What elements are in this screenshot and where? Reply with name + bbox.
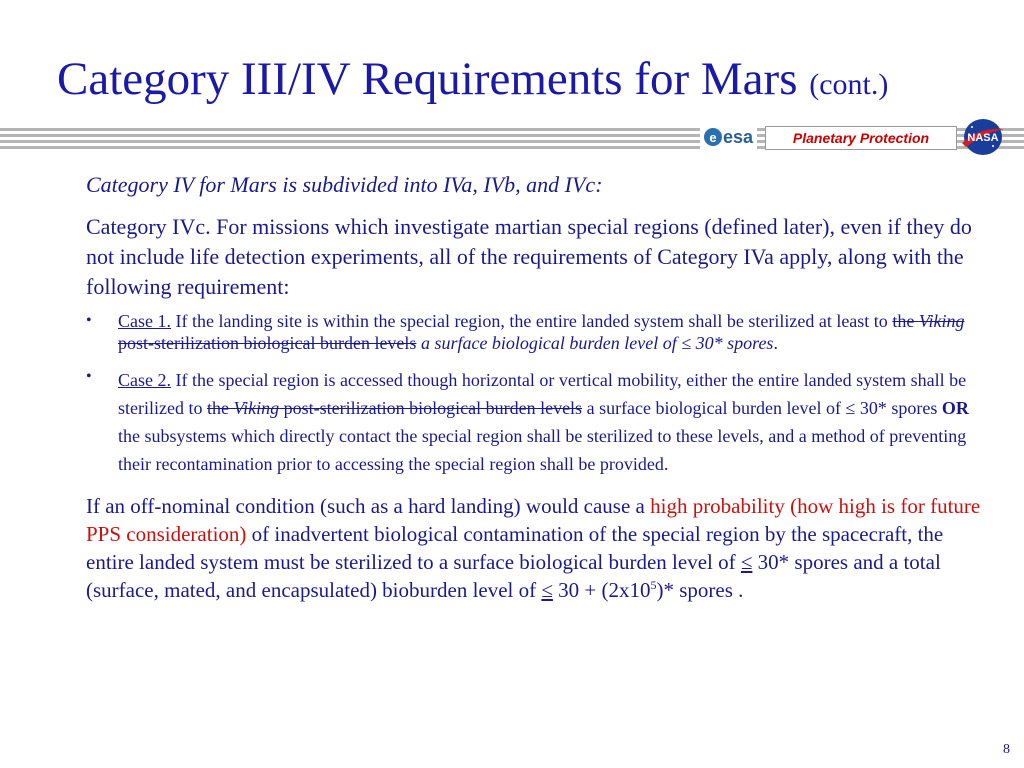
- case2-body: [118, 366, 986, 478]
- category-ivc-text: Category IVc. For missions which investigate martian special regions (defined later), even if they do not include life detection experiments, all of the requirements of Category IVa apply, along with the following requirement:: [86, 214, 972, 299]
- bullet-icon: •: [86, 368, 92, 385]
- bullet-icon: •: [86, 312, 92, 329]
- nasa-logo-text: NASA: [967, 132, 999, 144]
- high-probability-text: high probability (how high is for future PPS consideration): [86, 494, 981, 546]
- case1-end: .: [773, 333, 778, 353]
- esa-wordmark: esa: [723, 126, 754, 147]
- intro-text: Category IV for Mars is subdivided into IVa, IVb, and IVc:: [86, 172, 603, 197]
- case1-new-text: a surface biological burden level of ≤ 30* spores: [416, 333, 774, 353]
- case1-label: Case 1.: [118, 311, 171, 331]
- case2-or: OR: [941, 398, 969, 418]
- case2-subsystems-text: the subsystems which directly contact the special region shall be sterilized to these levels, and a method of preventing their recontamination prior to accessing the special region shall be provided.: [118, 426, 967, 474]
- banner-text: Planetary Protection: [792, 130, 930, 146]
- case2-label: Case 2.: [118, 370, 171, 390]
- case2-new-text: a surface biological burden level of ≤ 30* spores: [582, 398, 942, 418]
- case1-text: If the landing site is within the special region, the entire landed system shall be sterilized at least to: [171, 311, 893, 331]
- list-item: [86, 366, 986, 478]
- slide-title: [57, 53, 889, 105]
- case-list: [86, 310, 986, 478]
- esa-e-icon: e: [704, 128, 722, 146]
- case2-struck-text: the Viking post-sterilization biological burden levels: [206, 398, 583, 418]
- page-number: 8: [1003, 742, 1010, 757]
- case1-struck-text: the Viking post-sterilization biological burden levels: [118, 311, 965, 353]
- title-cont: (cont.): [809, 68, 889, 101]
- nasa-logo-icon: [960, 117, 1006, 157]
- planetary-protection-banner: [765, 126, 957, 150]
- list-item: [86, 310, 986, 354]
- slide-body: [86, 170, 986, 604]
- case2-text: If the special region is accessed though horizontal or vertical mobility, either the entire landed system shall be sterilized to: [118, 370, 967, 418]
- title-main: Category III/IV Requirements for Mars: [57, 53, 798, 105]
- off-nominal-text: If an off-nominal condition (such as a hard landing) would cause a high probability (how high is for future PPS consideration) of inadvertent biological contamination of the special region by the spacecraft, the entire landed system must be sterilized to a surface biological burden level of ≤ 30* spores and a total (surface, mated, and encapsulated) bioburden level of ≤ $30 + (2x10^5)*$ spores .: [86, 494, 981, 602]
- esa-logo: [700, 125, 757, 149]
